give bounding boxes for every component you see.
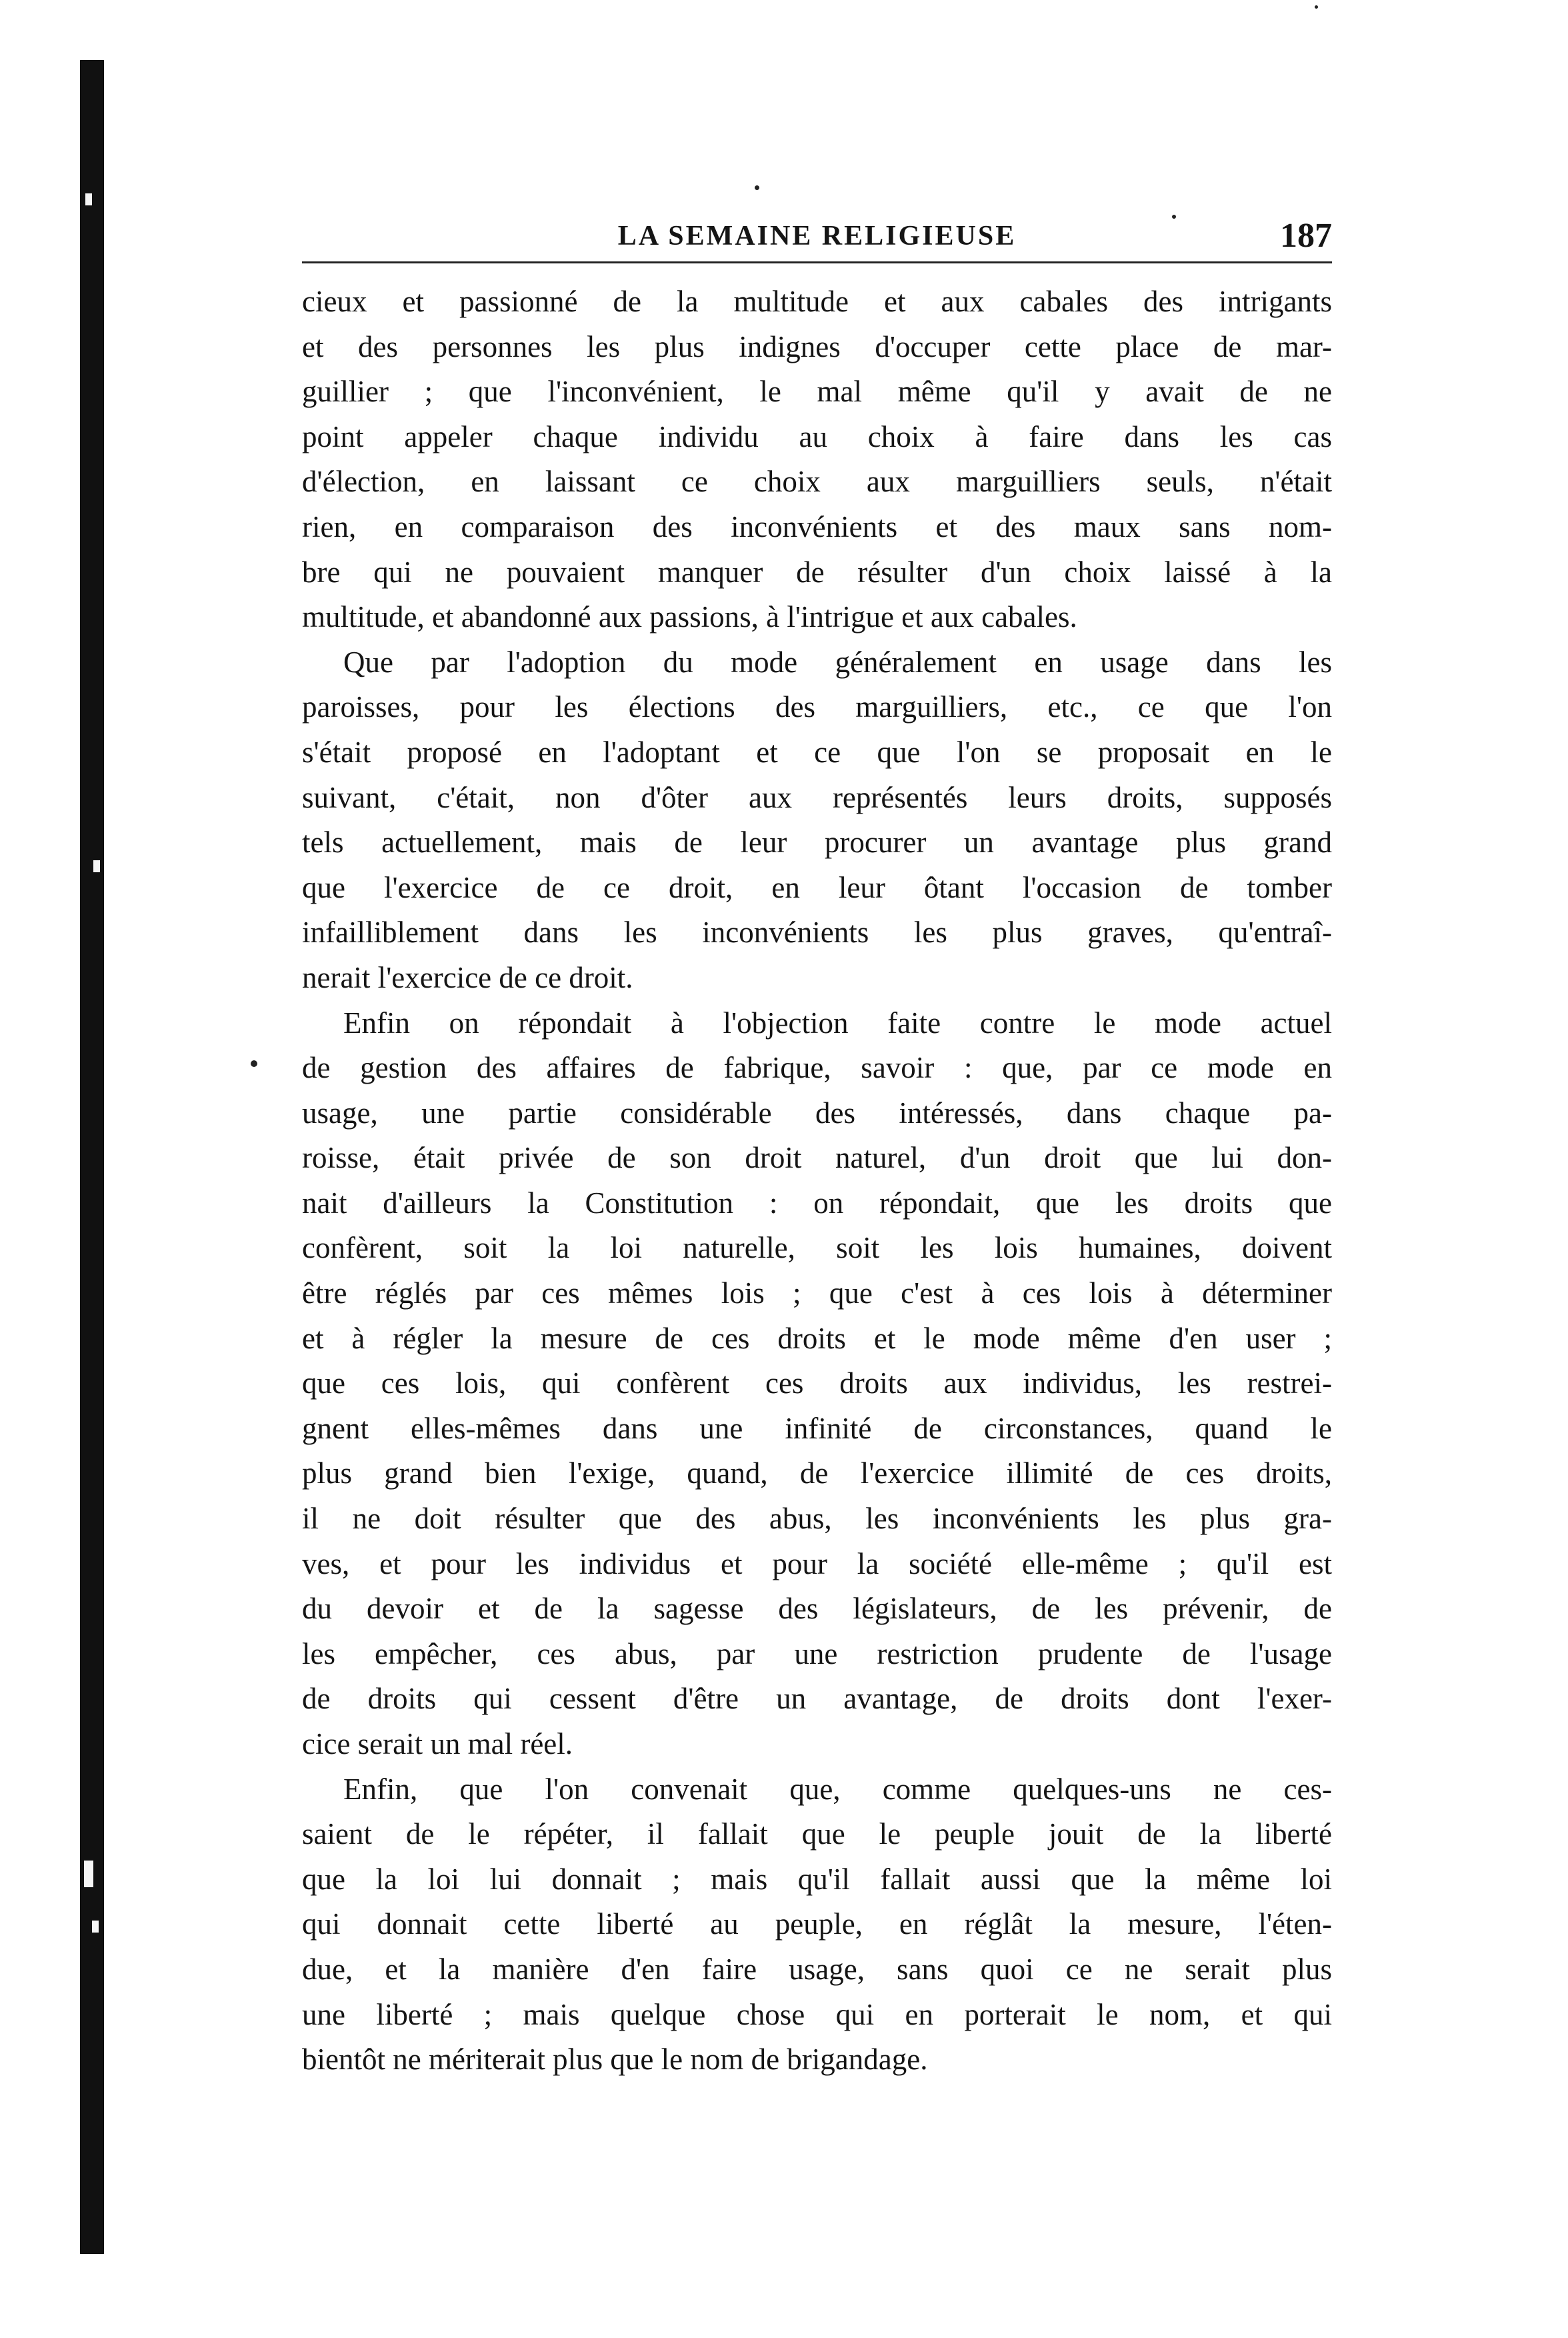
- margin-mark: [1315, 5, 1318, 9]
- text-line: d'élection, en laissant ce choix aux marguilliers seuls, n'était: [302, 465, 1332, 499]
- binding-speck: [85, 193, 92, 205]
- text-line: bre qui ne pouvaient manquer de résulter d'un choix laissé à la: [302, 555, 1332, 589]
- running-head: [302, 200, 1332, 263]
- text-line: du devoir et de la sagesse des législateurs, de les prévenir, de: [302, 1592, 1332, 1626]
- text-line: suivant, c'était, non d'ôter aux représentés leurs droits, supposés: [302, 780, 1332, 814]
- text-line: usage, une partie considérable des intéressés, dans chaque pa-: [302, 1096, 1332, 1130]
- text-line: que la loi lui donnait ; mais qu'il fallait aussi que la même loi: [302, 1862, 1332, 1896]
- text-line: paroisses, pour les élections des marguilliers, etc., ce que l'on: [302, 690, 1332, 724]
- text-line: guillier ; que l'inconvénient, le mal même qu'il y avait de ne: [302, 375, 1332, 409]
- binding-speck: [84, 1861, 93, 1887]
- text-line: et à régler la mesure de ces droits et le mode même d'en user ;: [302, 1321, 1332, 1355]
- binding-speck: [93, 860, 100, 872]
- text-line: bientôt ne mériterait plus que le nom de brigandage.: [302, 2043, 928, 2077]
- text-line: que l'exercice de ce droit, en leur ôtant l'occasion de tomber: [302, 870, 1332, 904]
- text-line: qui donnait cette liberté au peuple, en réglât la mesure, l'éten-: [302, 1907, 1332, 1941]
- text-line: nerait l'exercice de ce droit.: [302, 960, 633, 994]
- text-line: cieux et passionné de la multitude et aux cabales des intrigants: [302, 285, 1332, 318]
- running-title: LA SEMAINE RELIGIEUSE: [617, 221, 1017, 251]
- page-number: 187: [1280, 217, 1332, 255]
- margin-mark: [251, 1060, 257, 1067]
- paragraph: [302, 279, 1332, 640]
- text-line: saient de le répéter, il fallait que le peuple jouit de la liberté: [302, 1817, 1332, 1851]
- text-line: et des personnes les plus indignes d'occuper cette place de mar-: [302, 329, 1332, 363]
- text-line: s'était proposé en l'adoptant et ce que l'on se proposait en le: [302, 735, 1332, 769]
- text-line: confèrent, soit la loi naturelle, soit les lois humaines, doivent: [302, 1231, 1332, 1265]
- body-text: [302, 279, 1332, 2083]
- text-line: multitude, et abandonné aux passions, à l'intrigue et aux cabales.: [302, 600, 1077, 634]
- text-line: ves, et pour les individus et pour la société elle-même ; qu'il est: [302, 1546, 1332, 1580]
- paragraph: [302, 640, 1332, 1001]
- text-line: que ces lois, qui confèrent ces droits aux individus, les restrei-: [302, 1366, 1332, 1400]
- book-page: [302, 200, 1332, 2083]
- text-line: cice serait un mal réel.: [302, 1727, 573, 1761]
- text-line: point appeler chaque individu au choix à faire dans les cas: [302, 419, 1332, 453]
- text-line: Que par l'adoption du mode généralement en usage dans les: [343, 645, 1332, 679]
- paragraph: [302, 1767, 1332, 2083]
- text-line: il ne doit résulter que des abus, les inconvénients les plus gra-: [302, 1502, 1332, 1536]
- text-line: nait d'ailleurs la Constitution : on répondait, que les droits que: [302, 1186, 1332, 1220]
- margin-mark: [755, 185, 759, 190]
- text-line: Enfin on répondait à l'objection faite contre le mode actuel: [343, 1006, 1332, 1040]
- binding-speck: [92, 1921, 99, 1933]
- paragraph: [302, 1001, 1332, 1767]
- text-line: infailliblement dans les inconvénients les plus graves, qu'entraî-: [302, 916, 1332, 950]
- text-line: être réglés par ces mêmes lois ; que c'est à ces lois à déterminer: [302, 1276, 1332, 1310]
- text-line: les empêcher, ces abus, par une restriction prudente de l'usage: [302, 1636, 1332, 1670]
- text-line: plus grand bien l'exige, quand, de l'exercice illimité de ces droits,: [302, 1456, 1332, 1490]
- text-line: roisse, était privée de son droit naturel, d'un droit que lui don-: [302, 1141, 1332, 1175]
- text-line: de gestion des affaires de fabrique, savoir : que, par ce mode en: [302, 1051, 1332, 1085]
- text-line: rien, en comparaison des inconvénients et des maux sans nom-: [302, 509, 1332, 543]
- text-line: Enfin, que l'on convenait que, comme quelques-uns ne ces-: [343, 1772, 1332, 1806]
- text-line: tels actuellement, mais de leur procurer un avantage plus grand: [302, 826, 1332, 860]
- text-line: de droits qui cessent d'être un avantage, de droits dont l'exer-: [302, 1682, 1332, 1716]
- text-line: gnent elles-mêmes dans une infinité de circonstances, quand le: [302, 1411, 1332, 1445]
- text-line: une liberté ; mais quelque chose qui en porterait le nom, et qui: [302, 1997, 1332, 2031]
- text-line: due, et la manière d'en faire usage, sans quoi ce ne serait plus: [302, 1952, 1332, 1986]
